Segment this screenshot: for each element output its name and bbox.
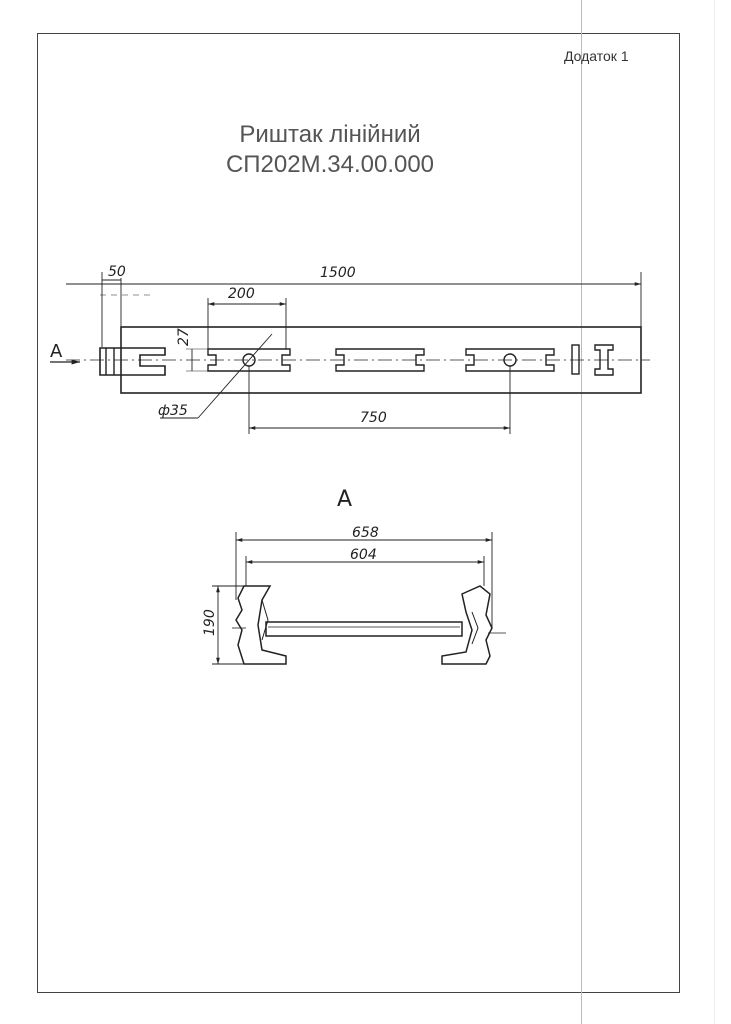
hole-leader: [198, 334, 272, 418]
dim-hole: ф35: [158, 403, 188, 419]
section-label: A: [337, 487, 353, 512]
top-view: [50, 272, 650, 434]
dim-50: 50: [108, 264, 126, 280]
dim-1500: 1500: [320, 265, 356, 281]
title-name: Риштак лінійний: [239, 121, 421, 148]
dim-27: 27: [176, 328, 192, 346]
dim-750: 750: [360, 410, 387, 426]
view-marker-a: A: [50, 341, 63, 362]
dim-658: 658: [352, 525, 379, 541]
left-profile: [236, 586, 286, 664]
right-profile: [442, 586, 492, 664]
dim-604: 604: [350, 547, 377, 563]
dim-200: 200: [228, 286, 255, 302]
dim-190: 190: [202, 609, 218, 636]
end-plate: [572, 345, 579, 374]
title-code: СП202М.34.00.000: [225, 151, 435, 178]
appendix-label: Додаток 1: [564, 48, 629, 64]
bottom-plate: [266, 622, 462, 636]
end-fork: [100, 348, 165, 375]
